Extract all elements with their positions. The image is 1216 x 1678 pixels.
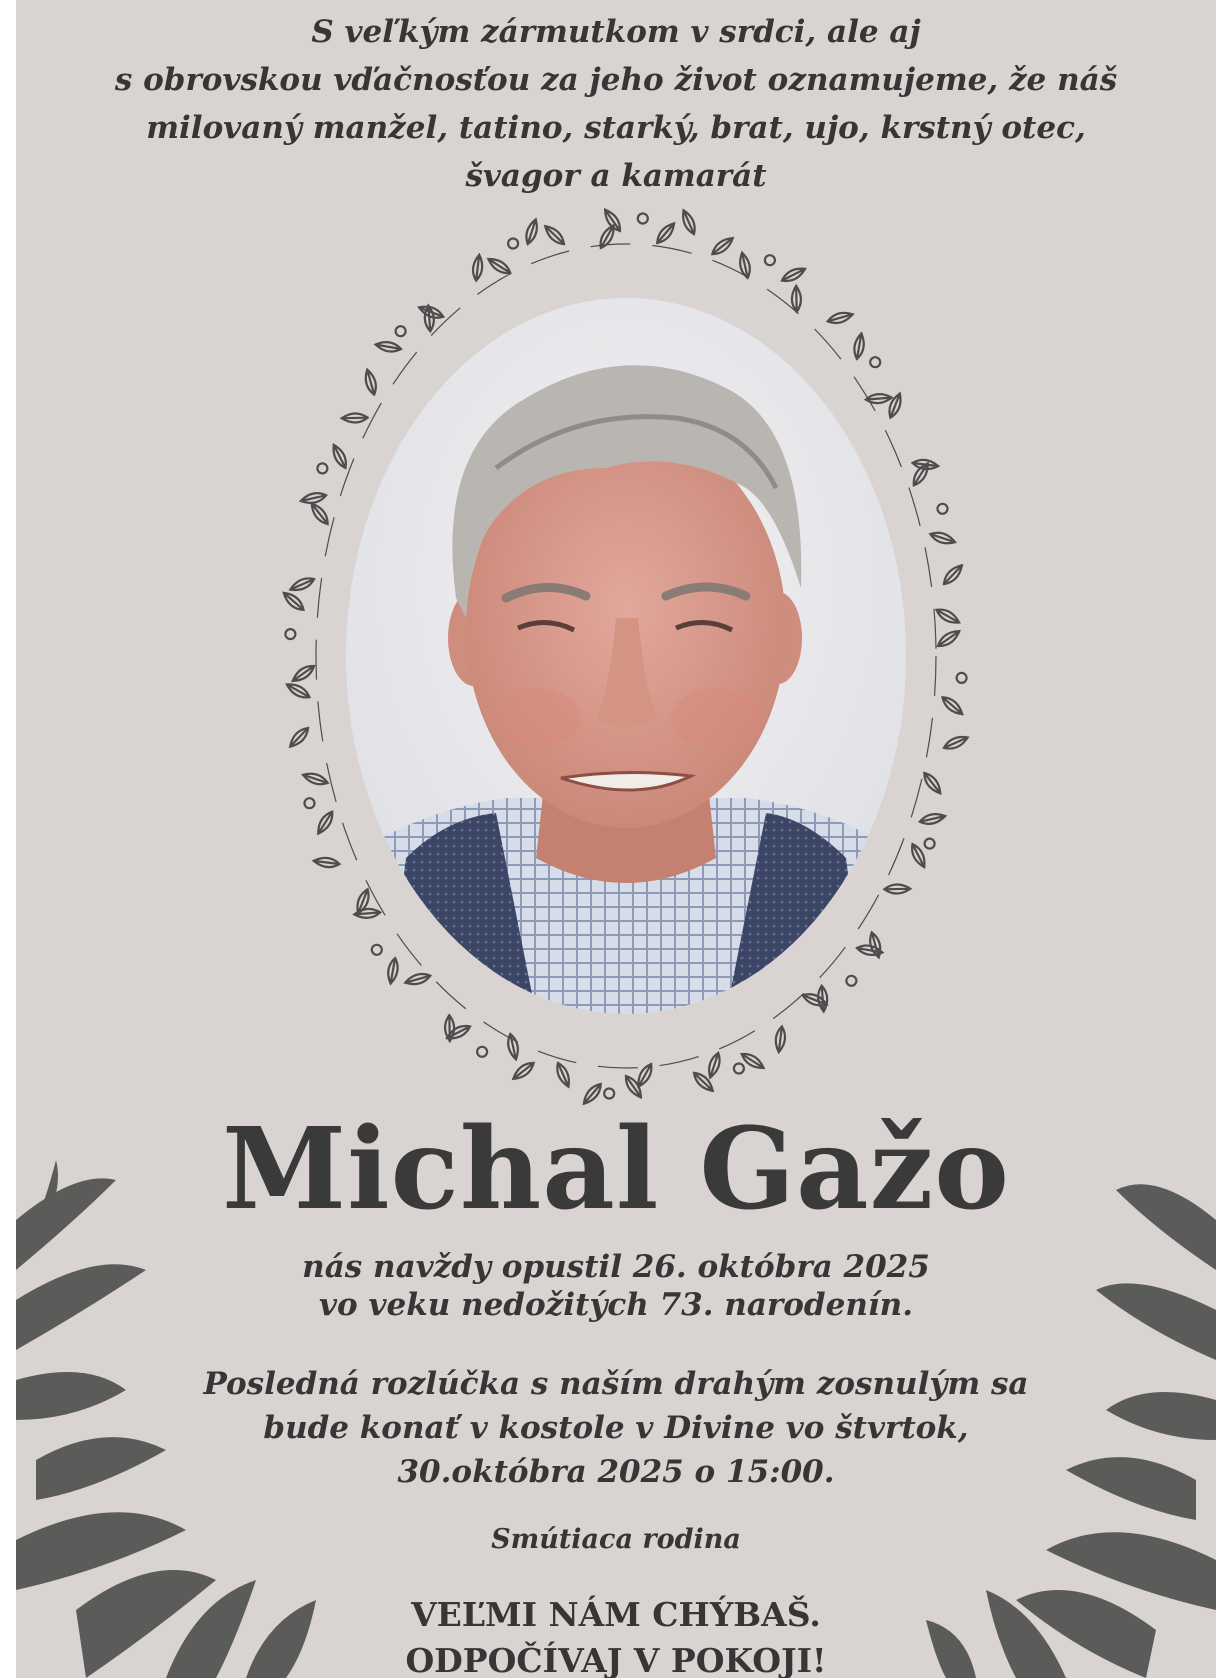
wreath-bud bbox=[846, 976, 856, 986]
intro-line-1: S veľkým zármutkom v srdci, ale aj bbox=[311, 14, 921, 50]
wreath-leaf bbox=[941, 562, 965, 587]
farewell-line-2: ODPOČÍVAJ V POKOJI! bbox=[405, 1641, 827, 1678]
wreath-leaf bbox=[654, 220, 678, 246]
wreath-leaf bbox=[281, 589, 307, 613]
wreath-leaf bbox=[929, 530, 957, 547]
wreath-leaf bbox=[510, 1059, 536, 1082]
wreath-leaf bbox=[486, 255, 513, 277]
wreath-bud bbox=[604, 1089, 614, 1099]
wreath-leaf bbox=[523, 218, 540, 246]
wreath-bud bbox=[477, 1047, 487, 1057]
wreath-leaf bbox=[302, 771, 330, 788]
intro-line-4: švagor a kamarát bbox=[465, 158, 767, 194]
wreath-leaf bbox=[580, 1081, 604, 1107]
portrait-photo bbox=[346, 298, 906, 1014]
wreath-leaf bbox=[386, 957, 399, 984]
leaves-left-decoration bbox=[16, 1160, 336, 1678]
wreath-bud bbox=[734, 1064, 744, 1074]
funeral-line-1: Posledná rozlúčka s naším drahým zosnulým sa bbox=[203, 1366, 1029, 1402]
death-line-1: nás navždy opustil 26. októbra 2025 bbox=[302, 1249, 930, 1285]
wreath-leaf bbox=[313, 856, 340, 868]
scan-edge bbox=[0, 0, 16, 1678]
wreath-leaf bbox=[288, 575, 315, 594]
wreath-leaf bbox=[940, 694, 966, 718]
funeral-line-2: bude konať v kostole v Divine vo štvrtok, bbox=[263, 1410, 969, 1446]
wreath-leaf bbox=[308, 501, 331, 527]
wreath-leaf bbox=[342, 413, 368, 423]
funeral-line-3: 30.októbra 2025 o 15:00. bbox=[397, 1454, 835, 1490]
wreath-leaf bbox=[417, 303, 444, 321]
wreath-leaf bbox=[554, 1061, 573, 1088]
wreath-leaf bbox=[801, 991, 828, 1009]
wreath-leaf bbox=[330, 443, 350, 470]
wreath-leaf bbox=[354, 888, 372, 915]
wreath-leaf bbox=[934, 606, 961, 627]
wreath-bud bbox=[372, 945, 382, 955]
family-signature: Smútiaca rodina bbox=[491, 1524, 741, 1555]
wreath-leaf bbox=[472, 254, 484, 281]
wreath-leaf bbox=[622, 1073, 644, 1099]
wreath-leaf bbox=[542, 223, 567, 247]
wreath-leaf bbox=[935, 627, 961, 649]
portrait-image bbox=[346, 298, 906, 1014]
wreath-bud bbox=[285, 629, 295, 639]
wreath-leaf bbox=[780, 265, 807, 285]
wreath-leaf bbox=[287, 725, 311, 750]
wreath-leaf bbox=[375, 340, 402, 353]
wreath-bud bbox=[870, 357, 880, 367]
wreath-leaf bbox=[884, 884, 910, 894]
wreath-bud bbox=[508, 239, 518, 249]
intro-line-3: milovaný manžel, tatino, starký, brat, ujo, krstný otec, bbox=[146, 110, 1086, 146]
wreath-leaf bbox=[314, 809, 336, 836]
wreath-leaf bbox=[852, 333, 865, 360]
farewell-line-1: VEĽMI NÁM CHÝBAŠ. bbox=[411, 1595, 821, 1634]
wreath-leaf bbox=[774, 1026, 786, 1053]
wreath-leaf bbox=[865, 393, 892, 404]
wreath-bud bbox=[305, 798, 315, 808]
wreath-bud bbox=[925, 839, 935, 849]
deceased-name: Michal Gažo bbox=[222, 1104, 1010, 1235]
wreath-leaf bbox=[710, 235, 736, 258]
wreath-leaf bbox=[300, 491, 327, 505]
intro-line-2: s obrovskou vďačnosťou za jeho život oznamujeme, že náš bbox=[114, 62, 1118, 98]
wreath-bud bbox=[396, 326, 406, 336]
wreath-bud bbox=[957, 673, 967, 683]
wreath-leaf bbox=[792, 286, 802, 312]
leaves-right-decoration bbox=[896, 1160, 1216, 1678]
wreath-leaf bbox=[942, 733, 969, 752]
wreath-bud bbox=[317, 463, 327, 473]
obituary-card bbox=[16, 0, 1216, 1678]
wreath-leaf bbox=[363, 368, 379, 395]
wreath-bud bbox=[638, 214, 648, 224]
wreath-leaf bbox=[921, 770, 944, 796]
wreath-leaf bbox=[679, 208, 698, 235]
wreath-bud bbox=[938, 504, 948, 514]
wreath-leaf bbox=[826, 310, 853, 326]
wreath-leaf bbox=[285, 681, 312, 702]
wreath-leaf bbox=[919, 812, 946, 826]
wreath-leaf bbox=[706, 1052, 723, 1080]
wreath-bud bbox=[765, 255, 775, 265]
wreath-leaf bbox=[404, 971, 431, 987]
death-line-2: vo veku nedožitých 73. narodenín. bbox=[319, 1287, 913, 1323]
wreath-leaf bbox=[290, 662, 316, 684]
